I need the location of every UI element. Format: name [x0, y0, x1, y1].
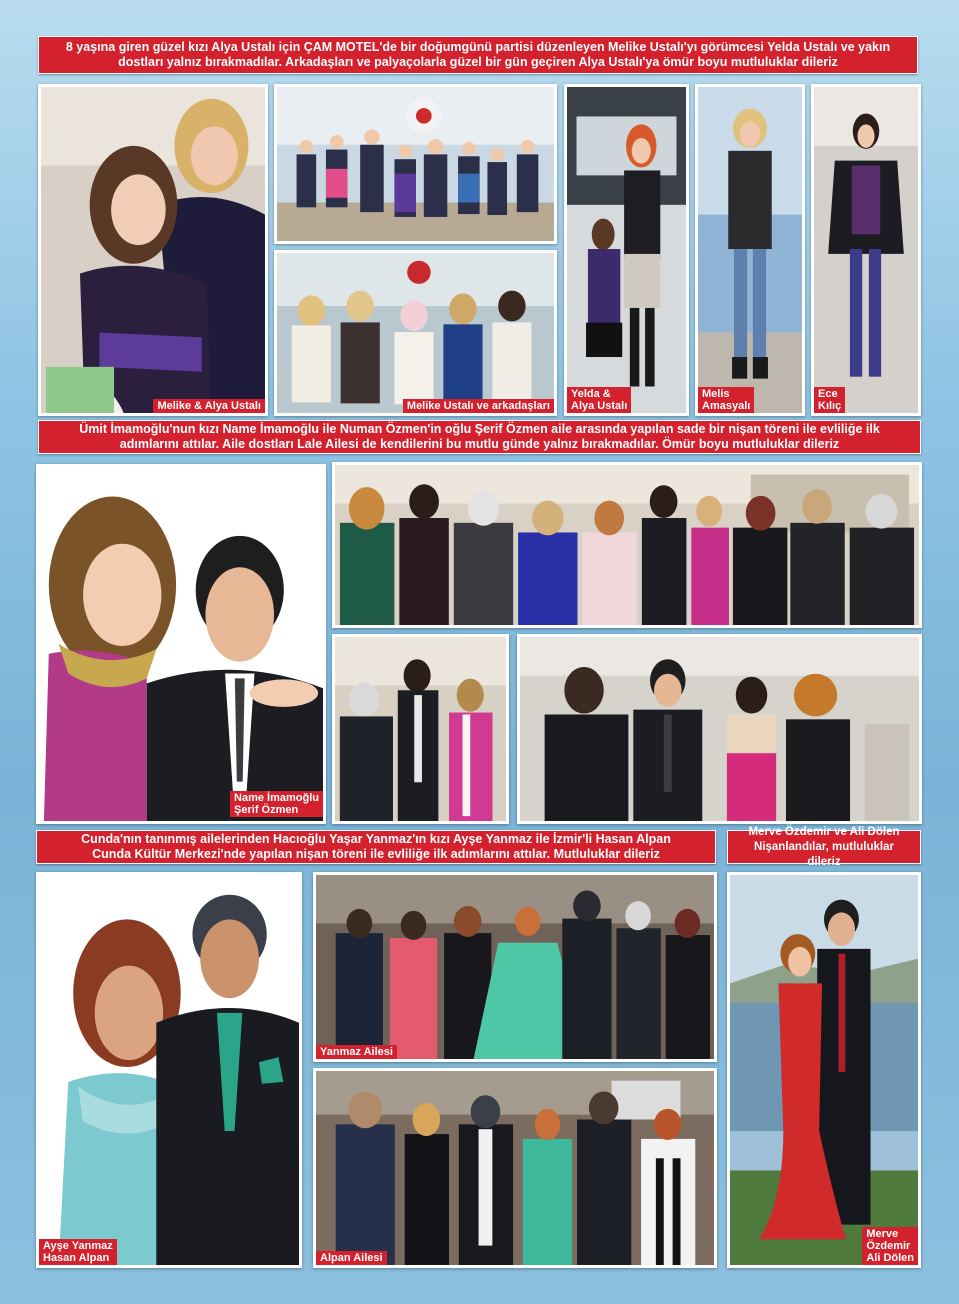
caption-merve-ali	[862, 1227, 918, 1265]
caption-yelda-alya-line2: Alya Ustalı	[571, 400, 628, 412]
merve-banner-line2: Nişanlandılar, mutluluklar dileriz	[754, 840, 894, 868]
caption-name-serif	[230, 791, 323, 817]
photo-merve-ali	[727, 872, 921, 1268]
caption-alpan-ailesi: Alpan Ailesi	[316, 1251, 387, 1265]
caption-yelda-alya-line1: Yelda &	[571, 388, 611, 400]
caption-melis-line2: Amasyalı	[702, 400, 751, 412]
photo-ece	[811, 84, 921, 416]
photo-melike-friends	[274, 250, 557, 416]
birthday-banner	[38, 36, 918, 74]
engagement-banner-line2: adımlarını attılar. Aile dostları Lale Ailesi de kendilerini bu mutlu günde yalnız bırakmadılar. Ömür boyu mutluluklar dileriz	[119, 437, 840, 451]
photo-alpan-ailesi	[313, 1068, 717, 1268]
photo-kids-group	[274, 84, 557, 244]
birthday-banner-line2: dostları yalnız bırakmadılar. Arkadaşları ve palyaçolarla güzel bir gün geçiren Alya Ustalı'ya ömür boyu mutluluklar dileriz	[118, 55, 838, 69]
merve-banner	[727, 825, 921, 868]
caption-ece	[814, 387, 845, 413]
engagement-banner-line1: Ümit İmamoğlu'nun kızı Name İmamoğlu ile Numan Özmen'in oğlu Şerif Özmen aile arasında yapılan sade bir nişan töreni ile evliliğe ilk	[79, 422, 880, 436]
photo-melis	[695, 84, 805, 416]
caption-ayse-hasan-line1: Ayşe Yanmaz	[43, 1240, 113, 1252]
photo-ayse-hasan	[36, 872, 302, 1268]
caption-melike-alya: Melike & Alya Ustalı	[153, 399, 265, 413]
cunda-banner-line2: Cunda Kültür Merkezi'nde yapılan nişan töreni ile evliliğe ilk adımlarını attılar. Mutluluklar dileriz	[92, 847, 660, 861]
caption-merve-ali-line1: Merve	[866, 1228, 899, 1240]
cunda-banner	[36, 830, 716, 864]
caption-ece-line2: Kılıç	[818, 400, 842, 412]
photo-yanmaz-ailesi	[313, 872, 717, 1062]
caption-melike-friends: Melike Ustalı ve arkadaşları	[403, 399, 554, 413]
caption-merve-ali-line3: Ali Dölen	[866, 1252, 914, 1264]
photo-ribbon-ceremony	[332, 634, 509, 824]
caption-yelda-alya	[567, 387, 631, 413]
caption-name-serif-line2: Şerif Özmen	[234, 804, 299, 816]
caption-ece-line1: Ece	[818, 388, 838, 400]
cunda-banner-line1: Cunda'nın tanınmış ailelerinden Hacıoğlu Yaşar Yanmaz'ın kızı Ayşe Yanmaz ile İzmir'li Hasan Alpan	[81, 832, 671, 846]
caption-ayse-hasan-line2: Hasan Alpan	[43, 1252, 110, 1264]
photo-melike-alya	[38, 84, 268, 416]
photo-yelda-alya	[564, 84, 689, 416]
birthday-banner-line1: 8 yaşına giren güzel kızı Alya Ustalı için ÇAM MOTEL'de bir doğumgünü partisi düzenleyen Melike Ustalı'yı görümcesi Yelda Ustalı ve yakın	[65, 40, 891, 54]
caption-melis-line1: Melis	[702, 388, 730, 400]
caption-melis	[698, 387, 754, 413]
photo-engagement-group	[332, 462, 922, 628]
photo-handshake-group	[517, 634, 922, 824]
merve-banner-line1: Merve Özdemir ve Ali Dölen	[748, 825, 900, 838]
caption-yanmaz-ailesi: Yanmaz Ailesi	[316, 1045, 397, 1059]
caption-name-serif-line1: Name İmamoğlu	[234, 792, 319, 804]
caption-ayse-hasan	[39, 1239, 117, 1265]
photo-name-serif	[36, 464, 326, 824]
caption-merve-ali-line2: Özdemir	[866, 1240, 911, 1252]
engagement-banner	[38, 420, 921, 454]
